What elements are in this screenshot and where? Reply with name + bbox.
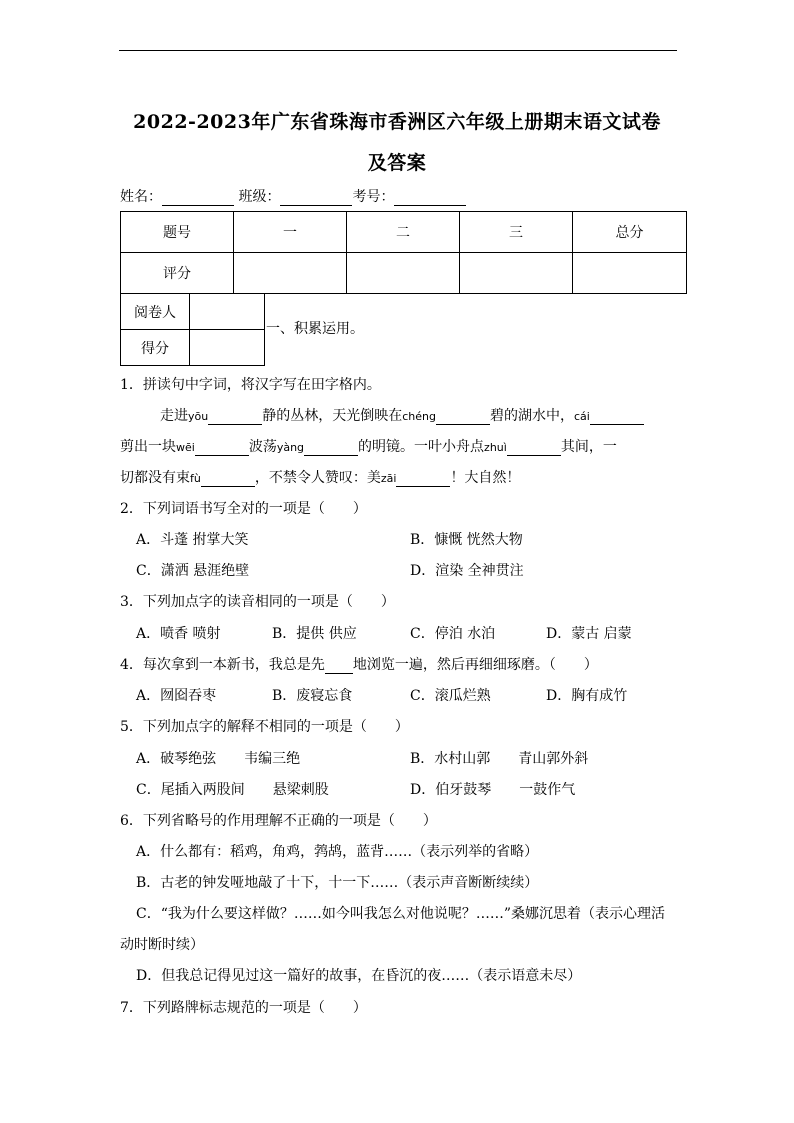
- row-label: 评分: [121, 253, 234, 294]
- pinyin: yōu: [188, 410, 209, 423]
- answer-blank[interactable]: [195, 441, 249, 456]
- answer-blank[interactable]: [590, 410, 644, 425]
- exam-no-blank[interactable]: [394, 191, 466, 206]
- answer-blank[interactable]: [325, 659, 353, 674]
- score-label: 得分: [121, 330, 190, 366]
- reviewer-cell[interactable]: [190, 294, 265, 330]
- option-c[interactable]: C．尾插入两股间 悬梁刺股: [136, 782, 329, 798]
- score-table-header: [121, 212, 687, 253]
- page-title: 2022-2023年广东省珠海市香洲区六年级上册期末语文试卷: [133, 111, 661, 133]
- option-d[interactable]: D．渲染 全神贯注: [410, 563, 524, 579]
- question-5-stem: 5．下列加点字的解释不相同的一项是（ ）: [120, 719, 409, 735]
- name-label: 姓名：: [120, 189, 162, 205]
- option-c[interactable]: C．滚瓜烂熟: [410, 688, 491, 704]
- answer-blank[interactable]: [436, 410, 490, 425]
- score-cell[interactable]: [347, 253, 460, 294]
- exam-no-label: 考号：: [352, 189, 395, 205]
- question-2-stem: 2．下列词语书写全对的一项是（ ）: [120, 501, 367, 517]
- option-c[interactable]: C．潇洒 悬涯绝壁: [136, 563, 250, 579]
- option-d[interactable]: D．伯牙鼓琴 一鼓作气: [410, 782, 576, 798]
- score-cell[interactable]: [460, 253, 573, 294]
- name-blank[interactable]: [162, 191, 234, 206]
- class-blank[interactable]: [280, 191, 352, 206]
- question-1-line-3: 切都没有束fù ，不禁令人赞叹：美zāi ！大自然！: [120, 470, 521, 486]
- header-cell: 二: [347, 212, 460, 253]
- option-c[interactable]: C．“我为什么要这样做？……如今叫我怎么对他说呢？……”桑娜沉思着（表示心理活: [136, 906, 666, 922]
- pinyin: zhuì: [484, 441, 507, 454]
- class-label: 班级：: [238, 189, 281, 205]
- pinyin: wēi: [176, 441, 195, 454]
- header-cell: 总分: [573, 212, 687, 253]
- score-table: [120, 211, 687, 294]
- question-6-stem: 6．下列省略号的作用理解不正确的一项是（ ）: [120, 813, 437, 829]
- section-title: 一、积累运用。: [266, 321, 364, 337]
- question-4-stem: 4．每次拿到一本新书，我总是先 地浏览一遍，然后再细细琢磨。（ ）: [120, 657, 598, 673]
- answer-blank[interactable]: [201, 472, 255, 487]
- answer-blank[interactable]: [507, 441, 561, 456]
- pinyin: fù: [190, 472, 201, 485]
- pinyin: yàng: [276, 441, 305, 454]
- score-cell[interactable]: [234, 253, 347, 294]
- option-c[interactable]: C．停泊 水泊: [410, 626, 496, 642]
- reviewer-label: 阅卷人: [121, 294, 190, 330]
- option-a[interactable]: A．什么都有：稻鸡，角鸡，鹁鸪，蓝背……（表示列举的省略）: [136, 844, 539, 860]
- score-table-row: [121, 253, 687, 294]
- header-cell: 三: [460, 212, 573, 253]
- header-cell: 题号: [121, 212, 234, 253]
- pinyin: zāi: [380, 472, 397, 485]
- option-a[interactable]: A．破琴绝弦 韦编三绝: [136, 751, 301, 767]
- answer-blank[interactable]: [396, 472, 450, 487]
- pinyin: chéng: [402, 410, 436, 423]
- page-title-continued: 及答案: [367, 152, 427, 174]
- option-b[interactable]: B．水村山郭 青山郭外斜: [410, 751, 589, 767]
- question-3-stem: 3．下列加点字的读音相同的一项是（ ）: [120, 594, 395, 610]
- option-b[interactable]: B．慷慨 恍然大物: [410, 532, 523, 548]
- grader-table: [120, 293, 265, 366]
- question-1-stem: 1．拼读句中字词，将汉字写在田字格内。: [120, 377, 381, 393]
- option-d[interactable]: D．蒙古 启蒙: [546, 626, 632, 642]
- score-cell[interactable]: [573, 253, 687, 294]
- option-a[interactable]: A．斗蓬 拊掌大笑: [136, 532, 249, 548]
- answer-blank[interactable]: [304, 441, 358, 456]
- header-cell: 一: [234, 212, 347, 253]
- header-rule: [119, 50, 677, 51]
- pinyin: cái: [573, 410, 590, 423]
- answer-blank[interactable]: [208, 410, 262, 425]
- option-d[interactable]: D．但我总记得见过这一篇好的故事，在昏沉的夜……（表示语意未尽）: [136, 968, 582, 984]
- option-c-continued: 动时断时续）: [120, 937, 204, 953]
- question-1-line-1: 走进yōu 静的丛林，天光倒映在chéng 碧的湖水中，cái: [160, 405, 644, 425]
- option-b[interactable]: B．古老的钟发哑地敲了十下，十一下……（表示声音断断续续）: [136, 875, 539, 891]
- option-b[interactable]: B．废寝忘食: [272, 688, 353, 704]
- question-1-line-2: 剪出一块wēi 波荡yàng 的明镜。一叶小舟点zhuì 其间，一: [120, 439, 617, 455]
- student-info-row: [120, 186, 466, 206]
- option-a[interactable]: A．囫囵吞枣: [136, 688, 217, 704]
- option-a[interactable]: A．喷香 喷射: [136, 626, 221, 642]
- question-7-stem: 7．下列路牌标志规范的一项是（ ）: [120, 1000, 367, 1016]
- option-d[interactable]: D．胸有成竹: [546, 688, 628, 704]
- option-b[interactable]: B．提供 供应: [272, 626, 357, 642]
- grader-score-cell[interactable]: [190, 330, 265, 366]
